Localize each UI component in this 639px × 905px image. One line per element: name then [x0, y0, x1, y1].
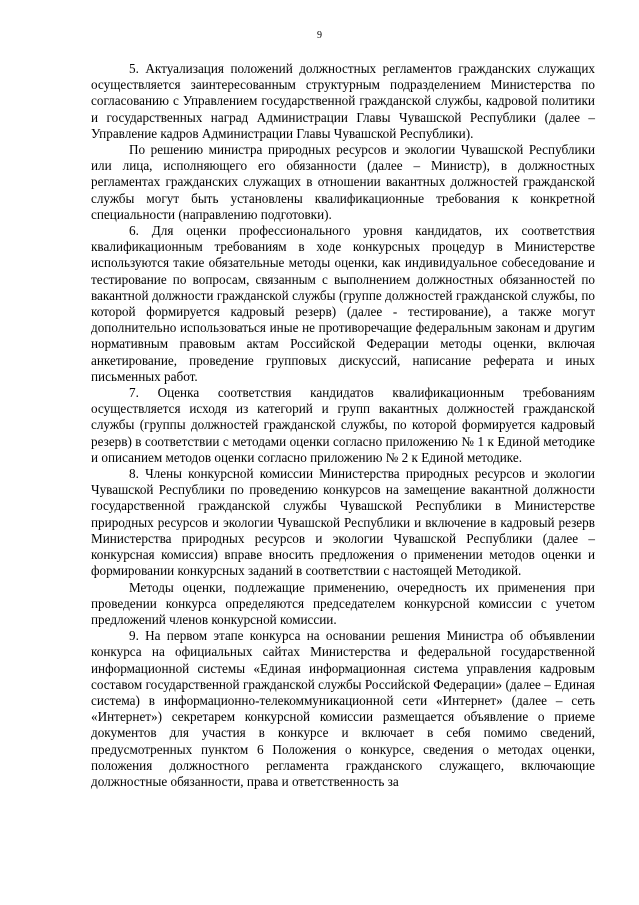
paragraph-item-8: 8. Члены конкурсной комиссии Министерства природных ресурсов и экологии Чувашской Республики по проведению конкурсов на замещение вакантной должности государственной гражданской службы Чувашской Республики в Министерстве природных ресурсов и экологии Чувашской Республики и включение в кадровый резерв Министерства природных ресурсов и экологии Чувашской Республики (далее – конкурсная комиссия) вправе вносить предложения о применении методов оценки и формировании конкурсных заданий в соответствии с настоящей Методикой. — [91, 466, 595, 579]
paragraph-minister-decision: По решению министра природных ресурсов и экологии Чувашской Республики или лица, исполняющего его обязанности (далее – Министр), в должностных регламентах гражданских служащих в отношении вакантных должностей гражданской службы могут быть установлены квалификационные требования к конкретной специальности (направлению подготовки). — [91, 142, 595, 222]
page-number: 9 — [317, 30, 322, 41]
paragraph-item-7: 7. Оценка соответствия кандидатов квалификационным требованиям осуществляется исходя из категорий и групп вакантных должностей гражданской службы (группы должностей гражданской службы, по которой формируется кадровый резерв) в соответствии с методами оценки согласно приложению № 1 к Единой методике и описанием методов оценки согласно приложению № 2 к Единой методике. — [91, 385, 595, 465]
paragraph-item-5: 5. Актуализация положений должностных регламентов гражданских служащих осуществляется заинтересованным структурным подразделением Министерства по согласованию с Управлением государственной гражданской службы, кадровой политики и государственных наград Администрации Главы Чувашской Республики (далее – Управление кадров Администрации Главы Чувашской Республики). — [91, 61, 595, 141]
paragraph-item-9: 9. На первом этапе конкурса на основании решения Министра об объявлении конкурса на официальных сайтах Министерства и федеральной государственной информационной системы «Единая информационная система управления кадровым составом государственной гражданской службы Российской Федерации» (далее – Единая система) в информационно-телекоммуникационной сети «Интернет» (далее – сеть «Интернет») секретарем конкурсной комиссии размещается объявление о приеме документов для участия в конкурсе и включает в себя помимо сведений, предусмотренных пунктом 6 Положения о конкурсе, сведения о методах оценки, положения должностного регламента гражданского служащего, включающие должностные обязанности, права и ответственность за — [91, 628, 595, 789]
document-body — [91, 61, 595, 790]
paragraph-assessment-methods: Методы оценки, подлежащие применению, очередность их применения при проведении конкурса определяются председателем конкурсной комиссии с учетом предложений членов конкурсной комиссии. — [91, 579, 595, 627]
paragraph-item-6: 6. Для оценки профессионального уровня кандидатов, их соответствия квалификационным требованиям в ходе конкурсных процедур в Министерстве используются такие обязательные методы оценки, как индивидуальное собеседование и тестирование по вопросам, связанным с выполнением должностных обязанностей по вакантной должности гражданской службы (группе должностей гражданской службы, по которой формируется кадровый резерв) (далее - тестирование), а также могут дополнительно использоваться иные не противоречащие федеральным законам и другим нормативным правовым актам Российской Федерации методы оценки, включая анкетирование, проведение групповых дискуссий, написание реферата и иных письменных работ. — [91, 223, 595, 384]
